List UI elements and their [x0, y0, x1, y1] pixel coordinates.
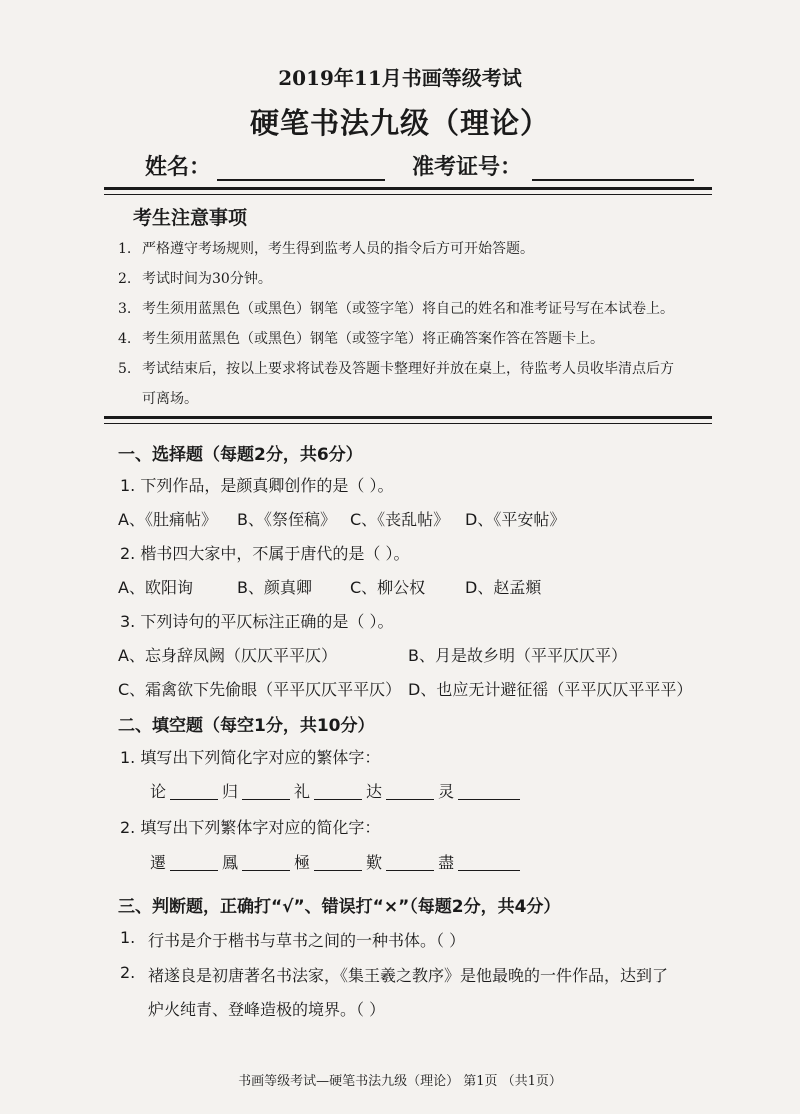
- option-b: B、月是故乡明（平平仄仄平）: [408, 646, 627, 665]
- notice-heading: 考生注意事项: [133, 207, 248, 229]
- question-1-3: 3. 下列诗句的平仄标注正确的是（ ）。: [120, 612, 394, 631]
- exam-title: 2019年11月书画等级考试: [278, 66, 522, 90]
- option-b: B、颜真卿: [237, 578, 312, 597]
- question-3-2-number: 2.: [120, 963, 136, 982]
- fill-blank-row-2: [150, 850, 524, 873]
- option-b: B、《祭侄稿》: [237, 510, 336, 529]
- fill-blank-row-1: [150, 779, 524, 802]
- name-label: 姓名：: [145, 154, 212, 180]
- option-c: C、霜禽欲下先偷眼（平平仄仄平平仄）: [118, 680, 402, 699]
- notice-item: 2. 考试时间为30分钟。: [118, 271, 272, 287]
- answer-blank[interactable]: [242, 783, 290, 800]
- fill-char: 遷: [150, 853, 167, 872]
- fill-char: 礼: [294, 782, 311, 801]
- name-field-row: [145, 150, 385, 181]
- section3-title: 三、判断题，正确打“√”、错误打“×”（每题2分，共4分）: [118, 897, 561, 917]
- fill-char: 鳳: [222, 853, 239, 872]
- fill-char: 歎: [366, 853, 383, 872]
- answer-blank[interactable]: [458, 854, 520, 871]
- question-1-1: 1. 下列作品，是颜真卿创作的是（ ）。: [120, 476, 394, 495]
- id-field-row: [412, 150, 694, 181]
- answer-blank[interactable]: [458, 783, 520, 800]
- id-blank[interactable]: [532, 157, 694, 181]
- answer-blank[interactable]: [170, 783, 218, 800]
- notice-item: 4. 考生须用蓝黑色（或黑色）钢笔（或签字笔）将正确答案作答在答题卡上。: [118, 331, 604, 347]
- answer-blank[interactable]: [170, 854, 218, 871]
- option-c: C、《丧乱帖》: [350, 510, 450, 529]
- answer-blank[interactable]: [314, 783, 362, 800]
- option-c: C、柳公权: [350, 578, 426, 597]
- option-d: D、也应无计避征徭（平平仄仄平平平）: [408, 680, 693, 699]
- option-d: D、《平安帖》: [465, 510, 566, 529]
- question-3-1: 行书是介于楷书与草书之间的一种书体。（ ）: [148, 931, 466, 950]
- answer-blank[interactable]: [314, 854, 362, 871]
- fill-char: 归: [222, 782, 239, 801]
- section1-title: 一、选择题（每题2分，共6分）: [118, 445, 363, 465]
- page-footer: 书画等级考试—硬笔书法九级（理论） 第1页 （共1页）: [238, 1074, 562, 1089]
- question-2-1: 1. 填写出下列简化字对应的繁体字：: [120, 748, 381, 767]
- option-d: D、赵孟頫: [465, 578, 542, 597]
- question-3-1-number: 1.: [120, 928, 136, 947]
- question-2-2: 2. 填写出下列繁体字对应的简化字：: [120, 818, 381, 837]
- fill-char: 达: [366, 782, 383, 801]
- notice-item-continuation: 可离场。: [142, 391, 198, 407]
- answer-blank[interactable]: [386, 783, 434, 800]
- notice-item: 5. 考试结束后，按以上要求将试卷及答题卡整理好并放在桌上，待监考人员收毕清点后方: [118, 361, 674, 377]
- notice-item: 1. 严格遵守考场规则，考生得到监考人员的指令后方可开始答题。: [118, 241, 534, 257]
- question-3-2: 褚遂良是初唐著名书法家，《集王羲之教序》是他最晚的一件作品，达到了: [148, 966, 669, 985]
- question-3-2-continuation: 炉火纯青、登峰造极的境界。（ ）: [148, 1000, 386, 1019]
- question-1-2: 2. 楷书四大家中，不属于唐代的是（ ）。: [120, 544, 410, 563]
- name-blank[interactable]: [217, 157, 385, 181]
- option-a: A、《肚痛帖》: [118, 510, 217, 529]
- divider-top-thin: [104, 194, 712, 195]
- id-label: 准考证号：: [412, 154, 523, 180]
- option-a: A、忘身辞凤阙（仄仄平平仄）: [118, 646, 337, 665]
- fill-char: 灵: [438, 782, 455, 801]
- fill-char: 盡: [438, 853, 455, 872]
- subject-title: 硬笔书法九级（理论）: [249, 106, 550, 140]
- section2-title: 二、填空题（每空1分，共10分）: [118, 716, 375, 736]
- fill-char: 论: [150, 782, 167, 801]
- divider-mid-thick: [104, 416, 712, 419]
- fill-char: 極: [294, 853, 311, 872]
- notice-item: 3. 考生须用蓝黑色（或黑色）钢笔（或签字笔）将自己的姓名和准考证号写在本试卷上。: [118, 301, 674, 317]
- divider-mid-thin: [104, 423, 712, 424]
- answer-blank[interactable]: [386, 854, 434, 871]
- divider-top-thick: [104, 187, 712, 190]
- answer-blank[interactable]: [242, 854, 290, 871]
- notice-list: [118, 240, 708, 425]
- option-a: A、欧阳询: [118, 578, 193, 597]
